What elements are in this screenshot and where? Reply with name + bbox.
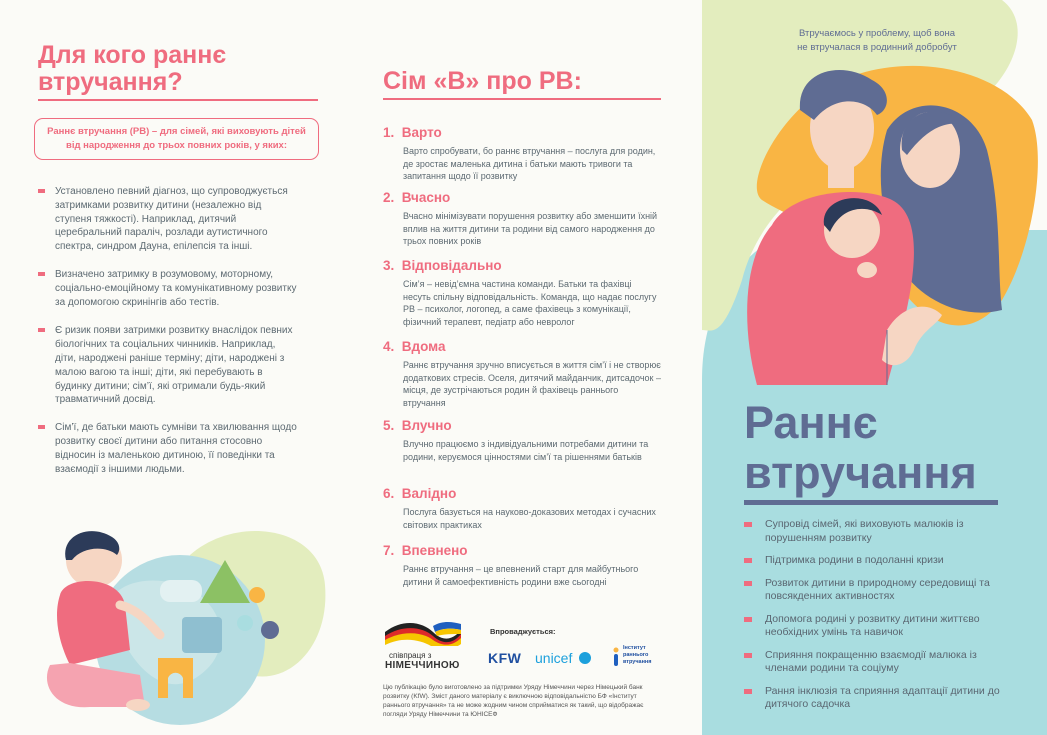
v-item-5 — [383, 418, 661, 463]
unicef-logo — [535, 650, 591, 668]
v-title: Впевнено — [401, 543, 468, 558]
institute-name: Інститут раннього втручання — [623, 645, 652, 665]
cooperation-country: НІМЕЧЧИНОЮ — [385, 660, 460, 671]
v-number: 1. — [383, 125, 395, 140]
service-text: Сприяння покращенню взаємодії малюка із членами родини та соціуму — [765, 648, 977, 674]
v-item-4 — [383, 339, 661, 409]
v-number: 7. — [383, 543, 395, 558]
bullet-marker — [38, 328, 45, 332]
eligibility-text: Визначено затримку в розумовому, моторному, соціально-емоційному та комунікативному розвитку за допомогою скринінгів або тестів. — [55, 268, 297, 308]
bullet-marker — [744, 558, 752, 563]
unicef-globe-icon — [579, 652, 591, 664]
service-item — [744, 685, 1004, 712]
v-title: Вчасно — [401, 190, 451, 205]
germany-ukraine-flag-logo — [383, 618, 463, 671]
eligibility-list — [38, 185, 298, 490]
v-description: Сім’я – невід’ємна частина команди. Батьки та фахівці несуть спільну відповідальність. Команда, що надає послугу РВ – психолог, логопед, а саме фахівець з комунікації, фізичний терапевт, педіатр або невролог — [403, 279, 657, 327]
tagline-line2: не втручалася в родинний добробут — [797, 42, 957, 53]
v-item-3 — [383, 258, 661, 328]
flag-swoosh-icon — [383, 618, 463, 646]
bullet-marker — [744, 653, 752, 658]
v-number: 4. — [383, 339, 395, 354]
service-text: Розвиток дитини в природному середовищі та повсякденних активностях — [765, 576, 990, 602]
eligibility-item — [38, 421, 298, 476]
bullet-marker — [38, 272, 45, 276]
tagline-line1: Втручаємось у проблему, щоб вона — [798, 28, 956, 39]
right-title-line2: втручання — [744, 447, 977, 498]
v-item-2 — [383, 190, 661, 248]
disclaimer-text: Цю публікацію було виготовлено за підтримки Уряду Німеччини через Німецький банк розвитку (KfW). Зміст даного матеріалу є виключною відповідальністю БФ «Інститут раннього втручання» та не може жодним чином сприйматися як такий, що відображає погляди Уряду Німеччини та ЮНІСЕФ — [383, 684, 644, 718]
service-text: Підтримка родини в подоланні кризи — [765, 554, 944, 566]
service-item — [744, 554, 1004, 568]
service-item — [744, 577, 1004, 604]
middle-title: Сім «В» про РВ: — [383, 67, 582, 95]
v-heading — [383, 125, 661, 141]
bullet-marker — [744, 617, 752, 622]
bullet-marker — [744, 522, 752, 527]
bullet-marker — [38, 425, 45, 429]
eligibility-text: Сім’ї, де батьки мають сумніви та хвилювання щодо розвитку своєї дитини або питання стосовно відносин із маленькою дитиною, її поведінки та взаємодії з іншими людьми. — [55, 422, 297, 475]
left-title-line1: Для кого раннє — [38, 41, 227, 69]
service-item — [744, 613, 1004, 640]
v-item-7 — [383, 543, 661, 588]
eligibility-item — [38, 324, 298, 407]
eligibility-item — [38, 185, 298, 254]
v-title: Варто — [401, 125, 442, 140]
v-number: 3. — [383, 258, 395, 273]
service-text: Допомога родині у розвитку дитини життєво необхідних умінь та навичок — [765, 612, 980, 638]
middle-title-rule — [383, 98, 661, 100]
v-title: Вдома — [401, 339, 446, 354]
child-with-blocks-illustration — [20, 515, 340, 730]
implemented-label: Впроваджується: — [490, 627, 556, 636]
bullet-marker — [744, 689, 752, 694]
left-title-rule — [38, 99, 318, 101]
service-text: Супровід сімей, які виховують малюків із порушенням розвитку — [765, 518, 964, 544]
right-panel — [702, 0, 1047, 735]
service-item — [744, 518, 1004, 545]
v-heading — [383, 543, 661, 559]
v-number: 2. — [383, 190, 395, 205]
tagline — [742, 27, 1012, 55]
v-heading — [383, 190, 661, 206]
v-heading — [383, 339, 661, 355]
right-big-title — [744, 398, 977, 498]
right-title-rule — [744, 500, 998, 505]
cooperation-label: співпраця з — [389, 651, 432, 660]
v-description: Раннє втручання зручно вписується в життя сім’ї і не створює додаткових стресів. Оселя, дитячий майданчик, дитсадочок – місця, де зустрічаються родин й фахівець раннього втручання — [403, 360, 661, 408]
v-number: 5. — [383, 418, 395, 433]
v-title: Відповідально — [401, 258, 502, 273]
institute-logo — [612, 645, 670, 666]
bullet-marker — [38, 189, 45, 193]
v-title: Валідно — [401, 486, 457, 501]
v-description: Влучно працюємо з індивідуальними потребами дитини та родини, керуємося цінностями сім’ї та рішеннями батьків — [403, 439, 649, 462]
v-item-6 — [383, 486, 661, 531]
service-item — [744, 649, 1004, 676]
v-item-1 — [383, 125, 661, 183]
v-heading — [383, 258, 661, 274]
kfw-logo: KFW — [488, 650, 522, 666]
v-description: Вчасно мінімізувати порушення розвитку або зменшити їхній вплив на життя дитини та родини від самого народження до трьох повних років — [403, 211, 658, 246]
bullet-marker — [744, 581, 752, 586]
eligibility-text: Установлено певний діагноз, що супроводжується затримками розвитку дитини (незалежно від ступеня тяжкості). Наприклад, дитячий церебральний параліч, розлади аутистичного спектра, синдром Дауна, епілепсія та інші. — [55, 186, 288, 253]
v-description: Варто спробувати, бо раннє втручання – послуга для родин, де зростає маленька дитина і батьки мають тривоги та запитання щодо її розвитку — [403, 146, 656, 181]
left-title — [38, 42, 226, 96]
v-heading — [383, 418, 661, 434]
eligibility-text: Є ризик появи затримки розвитку внаслідок певних біологічних та соціальних чинників. Наприклад, діти, народжені раніше терміну; діти, народжені з малою вагою та інші; діти, які перебувають в будинку дитини; сім’ї, які отримали будь-який травматичний досвід. — [55, 325, 293, 406]
v-title: Влучно — [401, 418, 452, 433]
v-number: 6. — [383, 486, 395, 501]
service-list — [744, 518, 1004, 721]
left-column — [0, 0, 340, 735]
unicef-wordmark: unicef — [535, 650, 573, 666]
v-description: Послуга базується на науково-доказових методах і сучасних світових практиках — [403, 507, 656, 530]
eligibility-item — [38, 268, 298, 309]
institute-figure-icon — [612, 647, 619, 665]
v-heading — [383, 486, 661, 502]
intro-box: Раннє втручання (РВ) – для сімей, які виховують дітей від народження до трьох повних років, у яких: — [34, 118, 319, 160]
right-title-line1: Раннє — [744, 397, 878, 448]
service-text: Рання інклюзія та сприяння адаптації дитини до дитячого садочка — [765, 684, 1000, 710]
left-title-line2: втручання? — [38, 68, 183, 96]
v-description: Раннє втручання – це впевнений старт для майбутнього дитини й самоефективність родини вже сьогодні — [403, 564, 639, 587]
